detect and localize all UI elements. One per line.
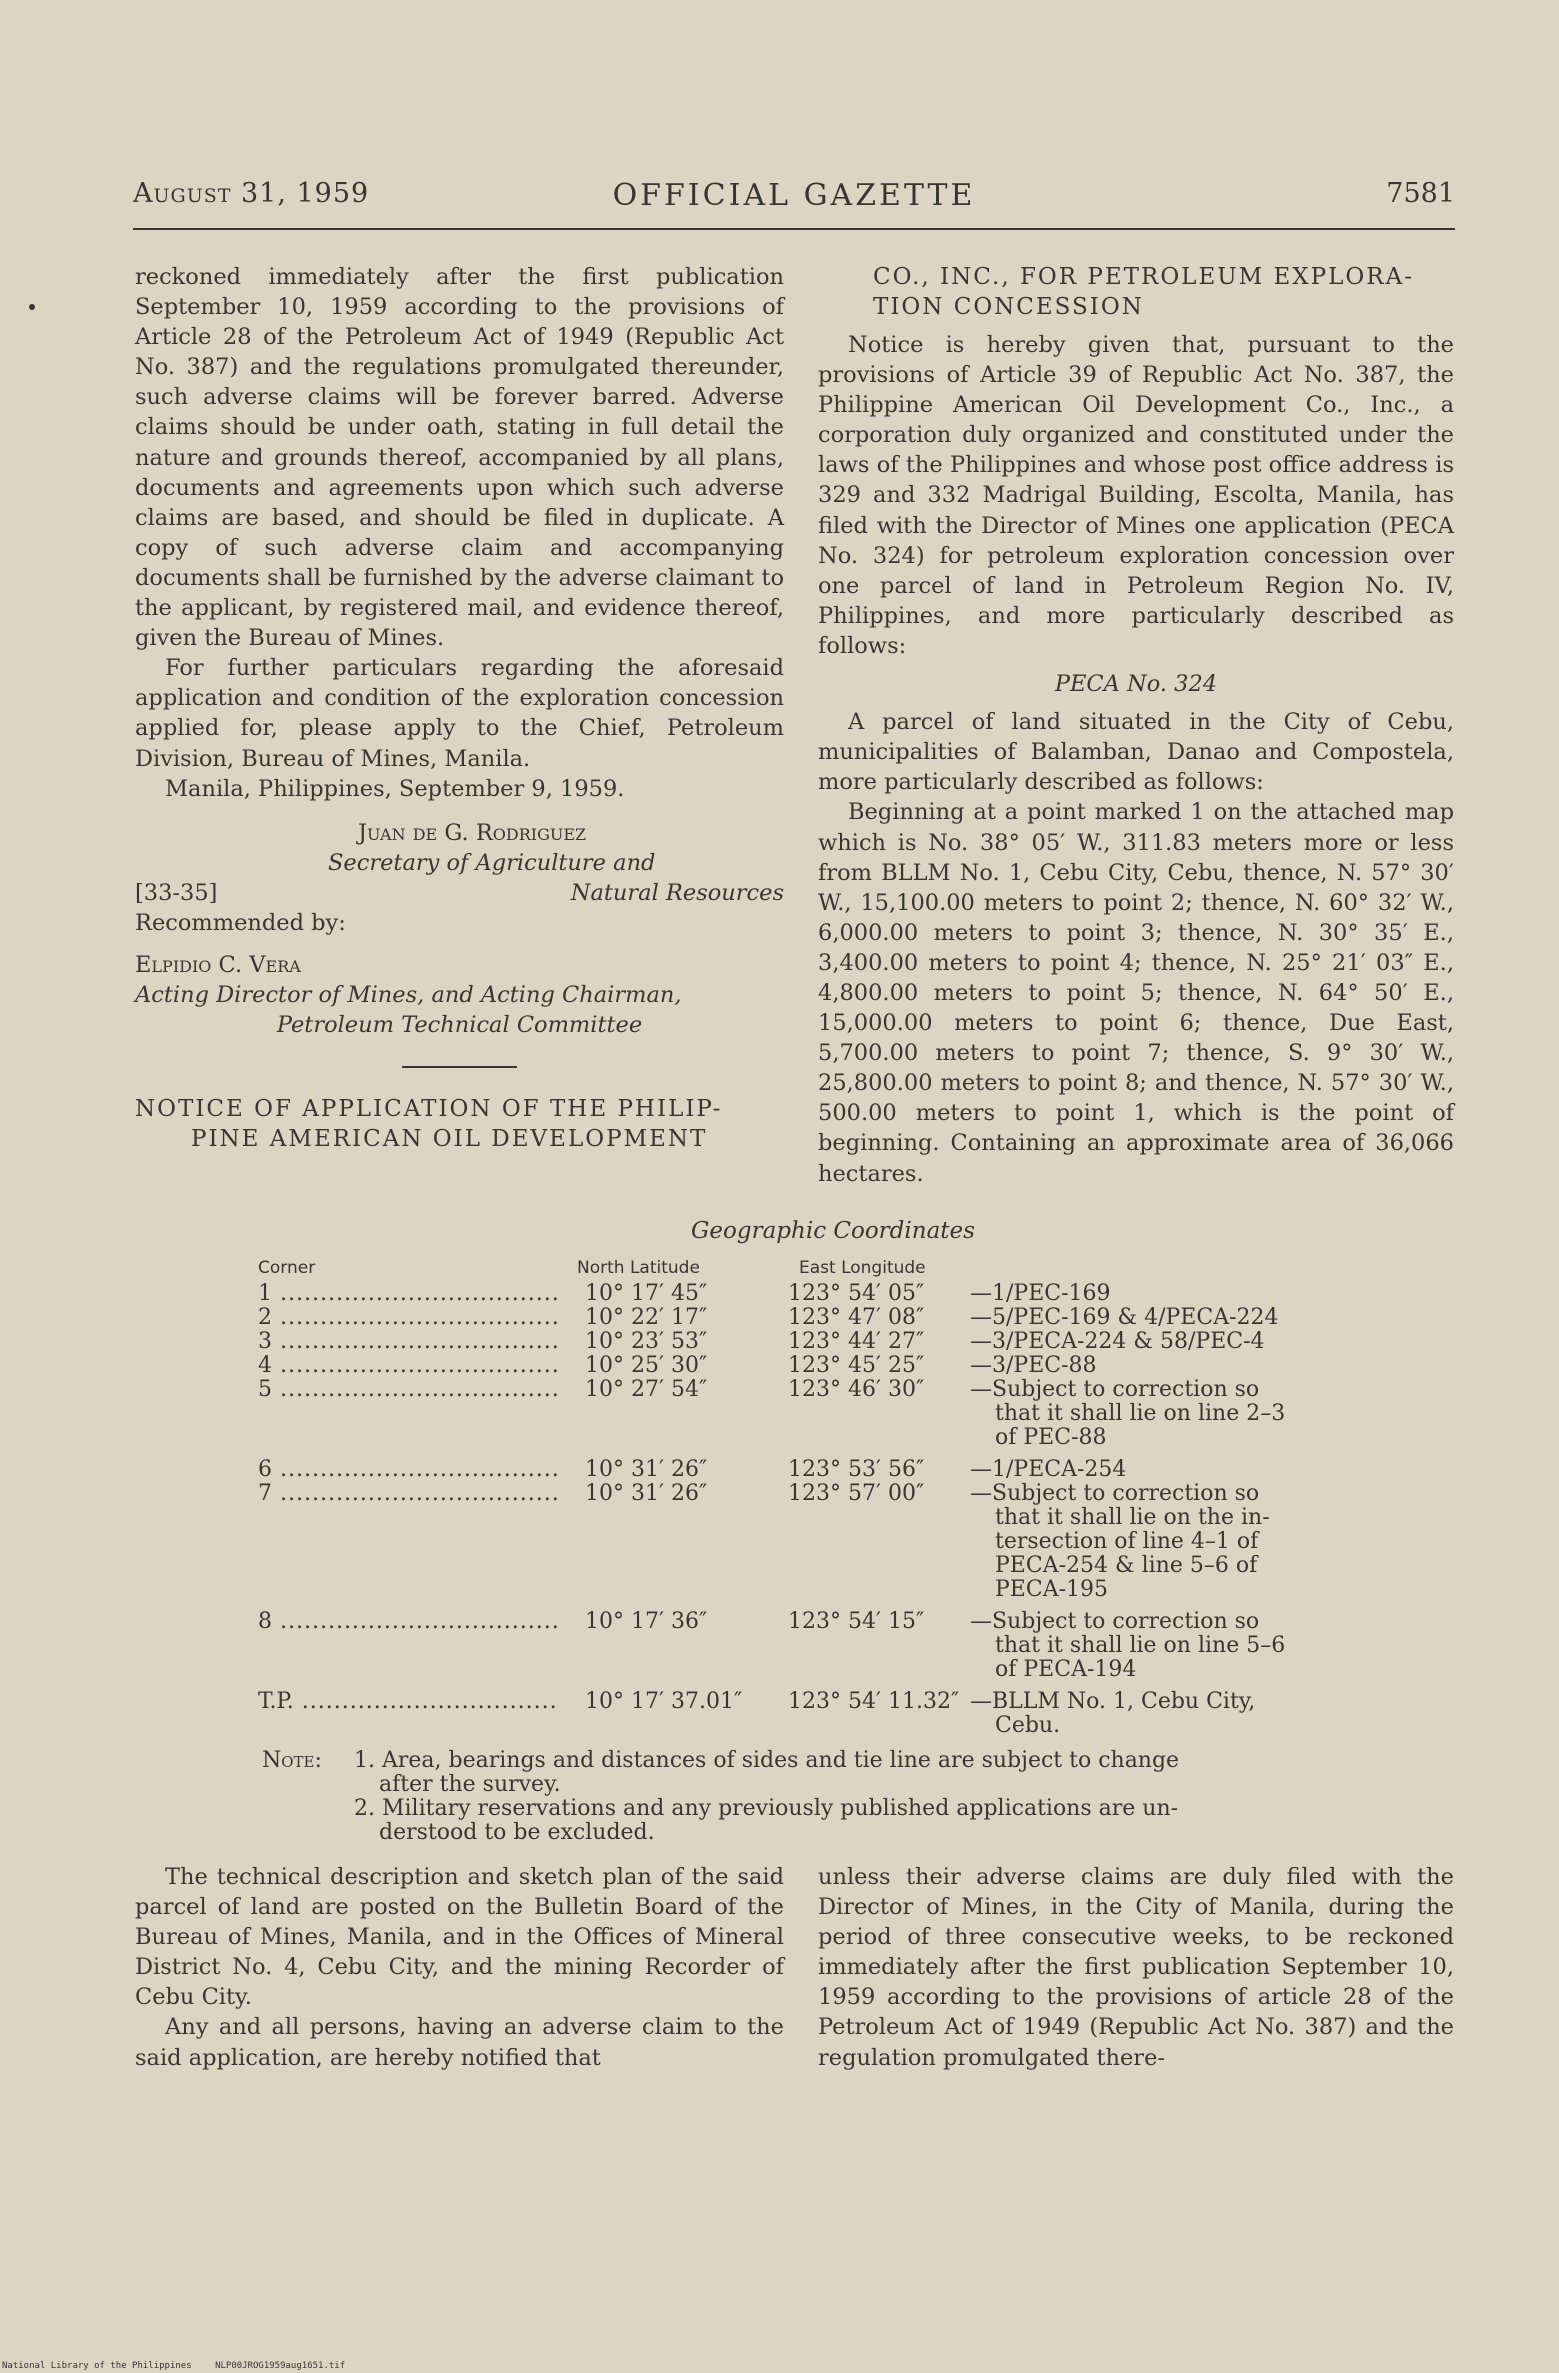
geographic-coordinates-table (258, 1218, 1328, 1738)
geo-corner: 3 ..... (258, 1330, 558, 1354)
right-column (818, 262, 1454, 1189)
geo-latitude: 10° 23′ 53″ (585, 1329, 708, 1354)
page-header (133, 178, 1455, 218)
geo-remark-line: PECA-254 & line 5–6 of (995, 1553, 1258, 1578)
notice-heading-line-3: CO., INC., FOR PETROLEUM EXPLORA- (873, 264, 1414, 290)
recommender-name: Elpidio C. Vera (135, 951, 301, 978)
geo-remark (970, 1458, 1325, 1482)
bottom-right-paragraph-1: unless their adverse claims are duly filed with the Director of Mines, in the City of Manila, during the period of three consecutive weeks, to be reckoned immediately after the first publication September 10, 1959 according to the provisions of article 28 of the Petroleum Act of 1949 (Republic Act No. 387) and the regulation promulgated there- (818, 1864, 1454, 2071)
bottom-right-column (818, 1862, 1454, 2073)
geo-rows (258, 1282, 1328, 1738)
geo-longitude: 123° 53′ 56″ (788, 1457, 925, 1482)
bottom-left-paragraph-1: The technical description and sketch plan of the said parcel of land are posted on the Bulletin Board of the Bureau of Mines, Manila, and in the Offices of Mineral District No. 4, Cebu City, and the mining Recorder of Cebu City. (135, 1864, 784, 2011)
geo-latitude: 10° 31′ 26″ (585, 1481, 708, 1506)
notes (262, 1749, 1332, 1845)
geo-latitude: 10° 25′ 30″ (585, 1353, 708, 1378)
geo-col-longitude: East Longitude (799, 1258, 926, 1278)
geo-remark-line: that it shall lie on line 5–6 (995, 1633, 1286, 1658)
geo-corner: 8 ..... (258, 1610, 558, 1634)
section-divider (402, 1066, 517, 1068)
geo-corner: 2 ..... (258, 1306, 558, 1330)
scan-footer (2, 2361, 363, 2371)
geo-corner: T.P. ..... (258, 1690, 558, 1714)
note-2-line-2: derstood to be excluded. (379, 1820, 655, 1845)
peca-title: PECA No. 324 (1054, 671, 1218, 698)
geo-longitude: 123° 54′ 15″ (788, 1609, 925, 1634)
header-date: August 31, 1959 (133, 178, 370, 209)
geo-row (258, 1458, 1328, 1482)
note-2-line-1: 2. Military reservations and any previously published applications are un- (354, 1796, 1179, 1821)
geo-longitude: 123° 46′ 30″ (788, 1377, 925, 1402)
notice-heading-line-4: TION CONCESSION (873, 294, 1144, 320)
geo-row (258, 1282, 1328, 1306)
geo-remark-line: —Subject to correction so (970, 1481, 1260, 1506)
geo-latitude: 10° 17′ 45″ (585, 1281, 708, 1306)
geo-remark-line: —BLLM No. 1, Cebu City, (970, 1689, 1256, 1714)
geo-remark (970, 1690, 1325, 1738)
geo-remark-line: —5/PEC-169 & 4/PECA-224 (970, 1305, 1279, 1330)
right-paragraph-2: A parcel of land situated in the City of Cebu, municipalities of Balamban, Danao and Compostela, more particularly described as follows: (818, 709, 1454, 796)
geo-remark (970, 1330, 1325, 1354)
geo-remark (970, 1282, 1325, 1306)
geo-corner: 5 ..... (258, 1378, 558, 1402)
right-paragraph-1: Notice is hereby given that, pursuant to the provisions of Article 39 of Republic Act No. 387, the Philippine American Oil Development Co., Inc., a corporation duly organized and constituted under the laws of the Philippines and whose post office address is 329 and 332 Madrigal Building, Escolta, Manila, has filed with the Director of Mines one application (PECA No. 324) for petroleum exploration concession over one parcel of land in Petroleum Region No. IV, Philippines, and more particularly described as follows: (818, 332, 1454, 659)
left-paragraph-3: Manila, Philippines, September 9, 1959. (165, 775, 625, 802)
geo-row (258, 1378, 1328, 1458)
geo-remark (970, 1482, 1325, 1602)
geo-remark-line: —3/PEC-88 (970, 1353, 1097, 1378)
header-rule (133, 228, 1455, 230)
bottom-left-paragraph-2: Any and all persons, having an adverse claim to the said application, are hereby notified that (135, 2014, 784, 2071)
geo-remark-line: —Subject to correction so (970, 1377, 1260, 1402)
left-column (135, 262, 784, 1154)
geo-row (258, 1306, 1328, 1330)
bottom-left-column (135, 1862, 784, 2073)
geo-remark (970, 1378, 1325, 1450)
geo-remark (970, 1610, 1325, 1682)
geo-title: Geographic Coordinates (691, 1218, 975, 1244)
footer-file: NLP00JROG1959aug1651.tif (215, 2361, 346, 2371)
geo-remark-line: PECA-195 (995, 1577, 1109, 1602)
geo-remark-line: —1/PECA-254 (970, 1457, 1127, 1482)
geo-corner: 7 ..... (258, 1482, 558, 1506)
geo-remark-line: of PECA-194 (995, 1657, 1137, 1682)
geo-row (258, 1690, 1328, 1738)
geo-row (258, 1354, 1328, 1378)
geo-row (258, 1330, 1328, 1354)
right-paragraph-3: Beginning at a point marked 1 on the attached map which is No. 38° 05′ W., 311.83 meters more or less from BLLM No. 1, Cebu City, Cebu, thence, N. 57° 30′ W., 15,100.00 meters to point 2; thence, N. 60° 32′ W., 6,000.00 meters to point 3; thence, N. 30° 35′ E., 3,400.00 meters to point 4; thence, N. 25° 21′ 03″ E., 4,800.00 meters to point 5; thence, N. 64° 50′ E., 15,000.00 meters to point 6; thence, Due East, 5,700.00 meters to point 7; thence, S. 9° 30′ W., 25,800.00 meters to point 8; and thence, N. 57° 30′ W., 500.00 meters to point 1, which is the point of beginning. Containing an approximate area of 36,066 hectares. (818, 799, 1454, 1187)
geo-remark-line: —Subject to correction so (970, 1609, 1260, 1634)
geo-longitude: 123° 45′ 25″ (788, 1353, 925, 1378)
reference-number: [33-35] (135, 879, 218, 906)
geo-latitude: 10° 22′ 17″ (585, 1305, 708, 1330)
page-number: 7581 (1386, 178, 1455, 209)
note-1-line-2: after the survey. (379, 1772, 561, 1797)
notice-heading-line-1: NOTICE OF APPLICATION OF THE PHILIP- (135, 1096, 723, 1123)
geo-corner: 1 ..... (258, 1282, 558, 1306)
geo-remark-line: of PEC-88 (995, 1425, 1107, 1450)
note-label: Note: (262, 1748, 322, 1773)
recommended-by: Recommended by: (135, 909, 346, 936)
recommender-title-2: Petroleum Technical Committee (276, 1012, 643, 1039)
geo-latitude: 10° 17′ 36″ (585, 1609, 708, 1634)
header-title: OFFICIAL GAZETTE (612, 178, 976, 213)
geo-remark-line: —3/PECA-224 & 58/PEC-4 (970, 1329, 1265, 1354)
geo-latitude: 10° 31′ 26″ (585, 1457, 708, 1482)
geo-remark-line: tersection of line 4–1 of (995, 1529, 1259, 1554)
geo-longitude: 123° 54′ 11.32″ (788, 1689, 960, 1714)
geo-latitude: 10° 17′ 37.01″ (585, 1689, 743, 1714)
signer-title-1: Secretary of Agriculture and (328, 849, 656, 876)
geo-remark-line: Cebu. (995, 1713, 1061, 1738)
geo-longitude: 123° 44′ 27″ (788, 1329, 925, 1354)
left-paragraph-1: reckoned immediately after the first publication September 10, 1959 according to the provisions of Article 28 of the Petroleum Act of 1949 (Republic Act No. 387) and the regulations promulgated thereunder, such adverse claims will be forever barred. Adverse claims should be under oath, stating in full detail the nature and grounds thereof, accompanied by all plans, documents and agreements upon which such adverse claims are based, and should be filed in duplicate. A copy of such adverse claim and accompanying documents shall be furnished by the adverse claimant to the applicant, by registered mail, and evidence thereof, given the Bureau of Mines. (135, 264, 784, 652)
signer-name: Juan de G. Rodriguez (358, 819, 587, 846)
geo-row (258, 1610, 1328, 1690)
note-1 (354, 1749, 1332, 1797)
geo-corner: 4 ..... (258, 1354, 558, 1378)
geo-header (258, 1258, 1328, 1282)
geo-longitude: 123° 57′ 00″ (788, 1481, 925, 1506)
geo-corner: 6 ..... (258, 1458, 558, 1482)
geo-col-corner: Corner (258, 1258, 316, 1278)
geo-remark-line: that it shall lie on line 2–3 (995, 1401, 1286, 1426)
margin-dot (29, 304, 35, 310)
recommender-title-1: Acting Director of Mines, and Acting Chairman, (135, 982, 682, 1009)
left-paragraph-2: For further particulars regarding the aforesaid application and condition of the exploration concession applied for, please apply to the Chief, Petroleum Division, Bureau of Mines, Manila. (135, 655, 784, 772)
geo-col-latitude: North Latitude (577, 1258, 700, 1278)
note-2 (354, 1797, 1332, 1845)
geo-longitude: 123° 54′ 05″ (788, 1281, 925, 1306)
geo-longitude: 123° 47′ 08″ (788, 1305, 925, 1330)
notice-heading-line-2: PINE AMERICAN OIL DEVELOPMENT (191, 1126, 708, 1153)
geo-remark-line: that it shall lie on the in- (995, 1505, 1270, 1530)
geo-row (258, 1482, 1328, 1610)
note-1-line-1: 1. Area, bearings and distances of sides and tie line are subject to change (354, 1748, 1180, 1773)
footer-library: National Library of the Philippines (2, 2361, 192, 2371)
geo-remark (970, 1354, 1325, 1378)
geo-remark-line: —1/PEC-169 (970, 1281, 1111, 1306)
signer-title-2: Natural Resources (570, 879, 784, 906)
geo-latitude: 10° 27′ 54″ (585, 1377, 708, 1402)
geo-remark (970, 1306, 1325, 1330)
